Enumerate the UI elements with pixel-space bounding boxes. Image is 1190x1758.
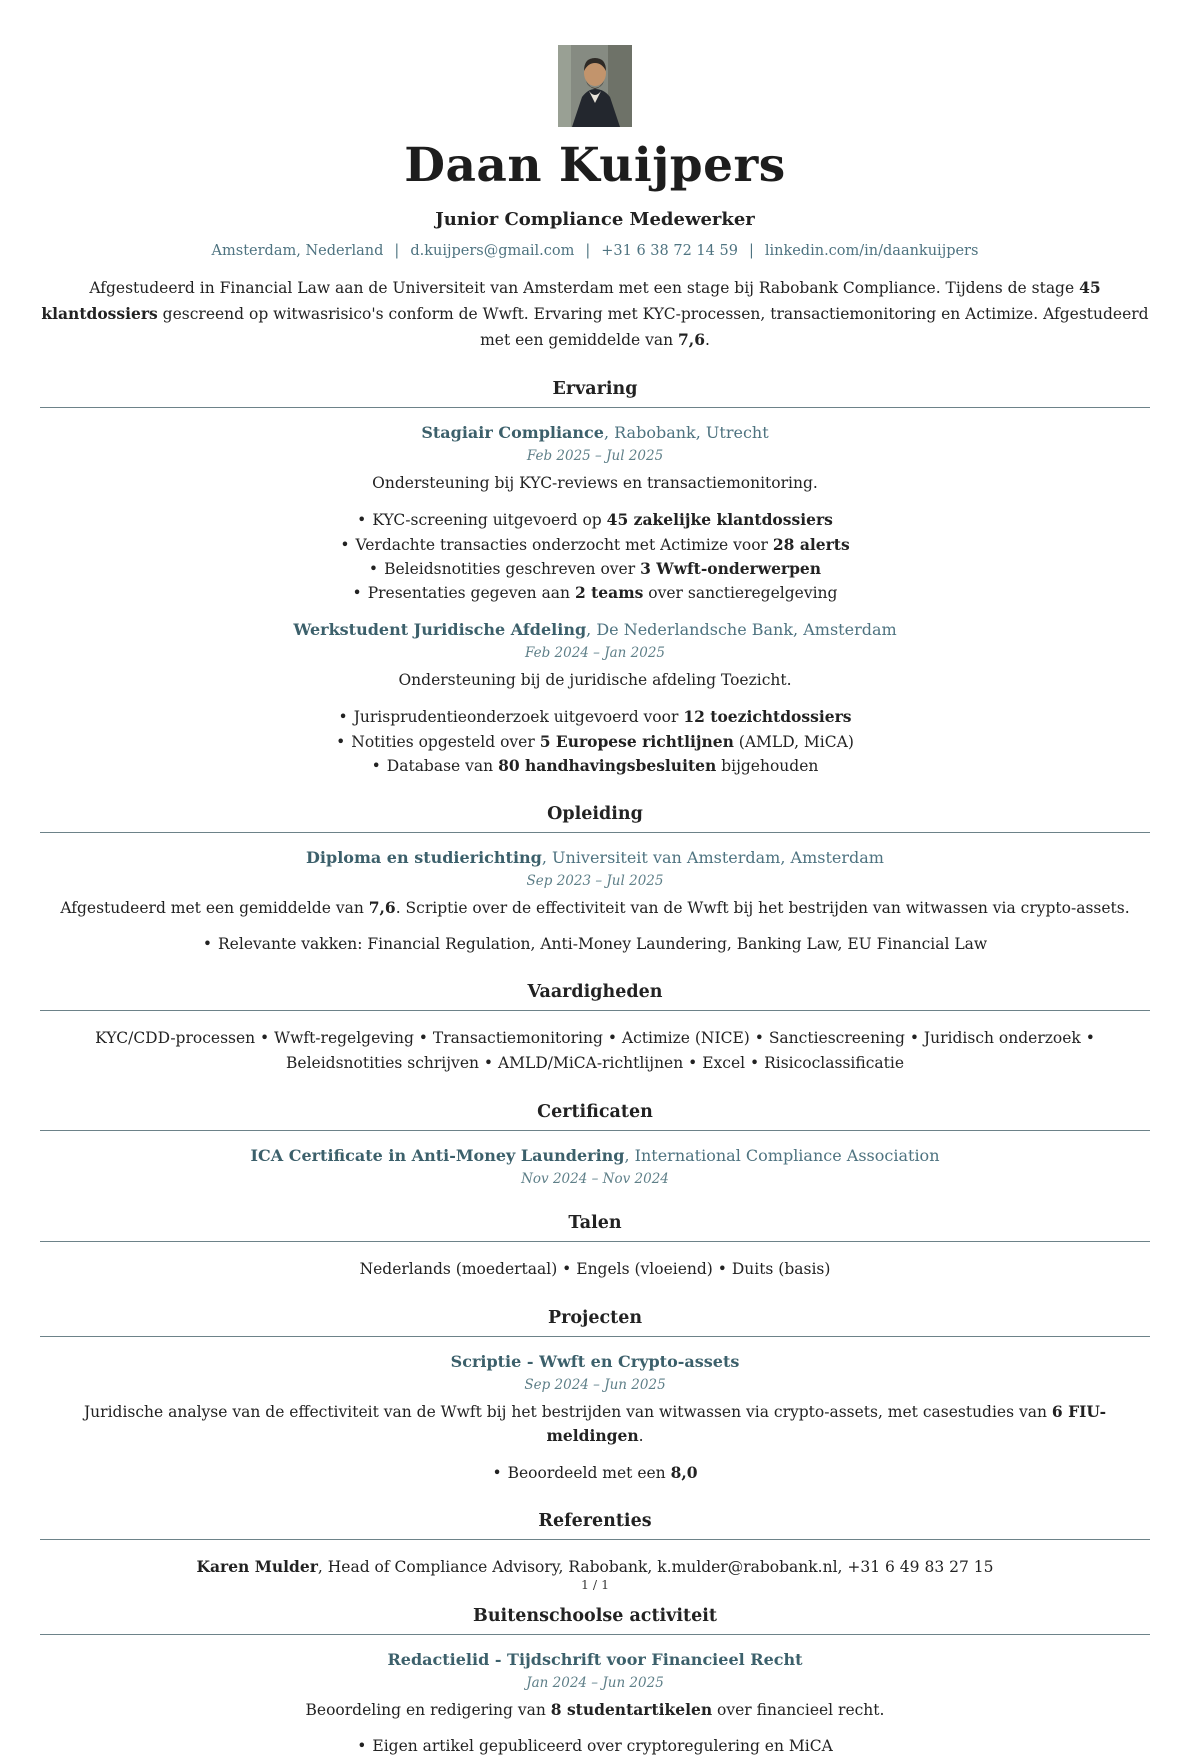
candidate-title: Junior Compliance Medewerker [435,209,755,231]
entry-dates: Feb 2025 – Jul 2025 [526,448,664,465]
bullet-text: Beoordeeld met een 8,0 [507,1462,698,1482]
bullet-item [40,508,1150,532]
entry-description: Juridische analyse van de effectiviteit van de Wwft bij het bestrijden van witwassen via crypto-assets, met casestudies van 6 FIU-meldingen. [83,1401,1107,1445]
contact-phone: +31 6 38 72 14 59 [601,243,738,260]
section-projecten [40,1308,1150,1485]
entry-title-line [40,1146,1150,1165]
section-heading: Talen [568,1213,622,1234]
entry-title: Diploma en studierichting [306,848,542,868]
contact-separator: | [394,243,400,260]
section-heading: Opleiding [547,804,643,825]
candidate-name: Daan Kuijpers [404,138,786,193]
profile-photo [558,45,632,127]
section-divider [40,1336,1150,1337]
entry-title: Scriptie - Wwft en Crypto-assets [450,1351,740,1371]
bullet-item [40,1735,1150,1758]
section-opleiding [40,804,1150,956]
page-number: 1 / 1 [580,1577,610,1592]
bullet-text: Relevante vakken: Financial Regulation, Anti-Money Laundering, Banking Law, EU Financial Law [218,935,988,954]
entry-dates: Sep 2024 – Jun 2025 [524,1376,666,1393]
bullet-text: Eigen artikel gepubliceerd over cryptoregulering en MiCA [372,1736,833,1755]
section-divider [40,1539,1150,1540]
entry-description: Afgestudeerd met een gemiddelde van 7,6. Scriptie over de effectiviteit van de Wwft bij het bestrijden van witwassen via crypto-assets. [60,898,1130,918]
bullet-dot: • [338,708,348,727]
entry-bullets [40,705,1150,778]
bullet-dot: • [352,584,362,603]
section-heading: Vaardigheden [527,982,663,1003]
entry-bullets [40,933,1150,956]
bullet-dot: • [340,535,350,554]
bullet-item [40,933,1150,956]
reference-line: Karen Mulder, Head of Compliance Advisory, Rabobank, k.mulder@rabobank.nl, +31 6 49 83 27 15 [196,1557,994,1577]
section-buitenschoolse-activiteit [40,1606,1150,1758]
bullet-dot: • [357,511,367,530]
entry-description: Ondersteuning bij de juridische afdeling Toezicht. [398,671,792,690]
contact-linkedin: linkedin.com/in/daankuijpers [764,243,979,260]
entry-dates: Feb 2024 – Jan 2025 [524,645,666,662]
section-heading: Projecten [547,1307,643,1328]
bullet-dot: • [357,1736,367,1755]
entry-title: Redactielid - Tijdschrift voor Financieel Recht [387,1649,803,1669]
section-divider [40,1634,1150,1635]
entry-title-line [40,1650,1150,1669]
entry-title-line [40,1352,1150,1371]
project-entry [40,1352,1150,1485]
bullet-dot: • [202,935,213,954]
contact-separator: | [585,243,591,260]
contact-separator: | [748,243,754,260]
entry-title: Werkstudent Juridische Afdeling [293,620,587,640]
activity-entry [40,1650,1150,1758]
section-ervaring [40,379,1150,778]
entry-subtitle: , International Compliance Association [624,1146,940,1166]
contact-line [40,243,1150,259]
bullet-item [40,581,1150,605]
bullet-item [40,754,1150,778]
section-heading: Buitenschoolse activiteit [473,1605,717,1626]
contact-email: d.kuijpers@gmail.com [410,243,575,260]
languages-list: Nederlands (moedertaal) • Engels (vloeiend) • Duits (basis) [359,1260,831,1279]
bullet-dot: • [336,732,346,751]
bullet-text: Notities opgesteld over 5 Europese richtlijnen (AMLD, MiCA) [351,731,854,751]
certificate-entry [40,1146,1150,1187]
section-heading: Ervaring [552,379,638,400]
bullet-item [40,533,1150,557]
bullet-item [40,705,1150,729]
bullet-text: Database van 80 handhavingsbesluiten bijgehouden [386,755,819,775]
section-heading: Referenties [538,1511,652,1532]
experience-entry [40,620,1150,778]
bullet-text: Jurisprudentieonderzoek uitgevoerd voor 12 toezichtdossiers [353,707,852,727]
education-entry [40,848,1150,956]
bullet-text: Verdachte transacties onderzocht met Actimize voor 28 alerts [355,534,850,554]
entry-title: ICA Certificate in Anti-Money Laundering [250,1146,625,1166]
section-talen [40,1213,1150,1282]
bullet-item [40,557,1150,581]
bullet-item [40,730,1150,754]
entry-subtitle: , Universiteit van Amsterdam, Amsterdam [541,848,884,868]
bullet-dot: • [492,1463,502,1482]
section-divider [40,832,1150,833]
entry-bullets [40,1461,1150,1485]
entry-bullets [40,1735,1150,1758]
bullet-text: KYC-screening uitgevoerd op 45 zakelijke klantdossiers [372,510,833,530]
section-referenties [40,1511,1150,1580]
bullet-item [40,1461,1150,1485]
entry-dates: Jan 2024 – Jun 2025 [526,1674,664,1691]
entry-title: Stagiair Compliance [421,423,604,443]
entry-description: Ondersteuning bij KYC-reviews en transactiemonitoring. [372,474,818,493]
entry-subtitle: , De Nederlandsche Bank, Amsterdam [586,620,897,640]
entry-title-line [40,423,1150,442]
entry-title-line [40,620,1150,639]
entry-dates: Sep 2023 – Jul 2025 [526,873,664,890]
section-divider [40,407,1150,408]
skills-list: KYC/CDD-processen • Wwft-regelgeving • Transactiemonitoring • Actimize (NICE) • Sanctiescreening • Juridisch onderzoek • Beleidsnotities schrijven • AMLD/MiCA-richtlijnen • Excel • Risicoclassificatie [95,1029,1095,1073]
summary-text: Afgestudeerd in Financial Law aan de Universiteit van Amsterdam met een stage bij Rabobank Compliance. Tijdens de stage 45 klantdossiers gescreend op witwasrisico's conform de Wwft. Ervaring met KYC-processen, transactiemonitoring en Actimize. Afgestudeerd met een gemiddelde van 7,6. [41,278,1149,350]
section-vaardigheden [40,982,1150,1076]
entry-subtitle: , Rabobank, Utrecht [603,423,769,443]
bullet-dot: • [371,756,381,775]
entry-bullets [40,508,1150,605]
experience-entry [40,423,1150,605]
section-divider [40,1010,1150,1011]
entry-title-line [40,848,1150,867]
bullet-text: Beleidsnotities geschreven over 3 Wwft-onderwerpen [384,558,822,578]
contact-location: Amsterdam, Nederland [211,243,384,260]
entry-dates: Nov 2024 – Nov 2024 [521,1171,669,1188]
section-divider [40,1241,1150,1242]
bullet-dot: • [368,559,379,578]
section-divider [40,1130,1150,1131]
section-heading: Certificaten [537,1102,653,1123]
cv-page [0,45,1190,1755]
bullet-text: Presentaties gegeven aan 2 teams over sanctieregelgeving [367,583,838,603]
section-certificaten [40,1102,1150,1187]
entry-description: Beoordeling en redigering van 8 studentartikelen over financieel recht. [305,1699,885,1719]
